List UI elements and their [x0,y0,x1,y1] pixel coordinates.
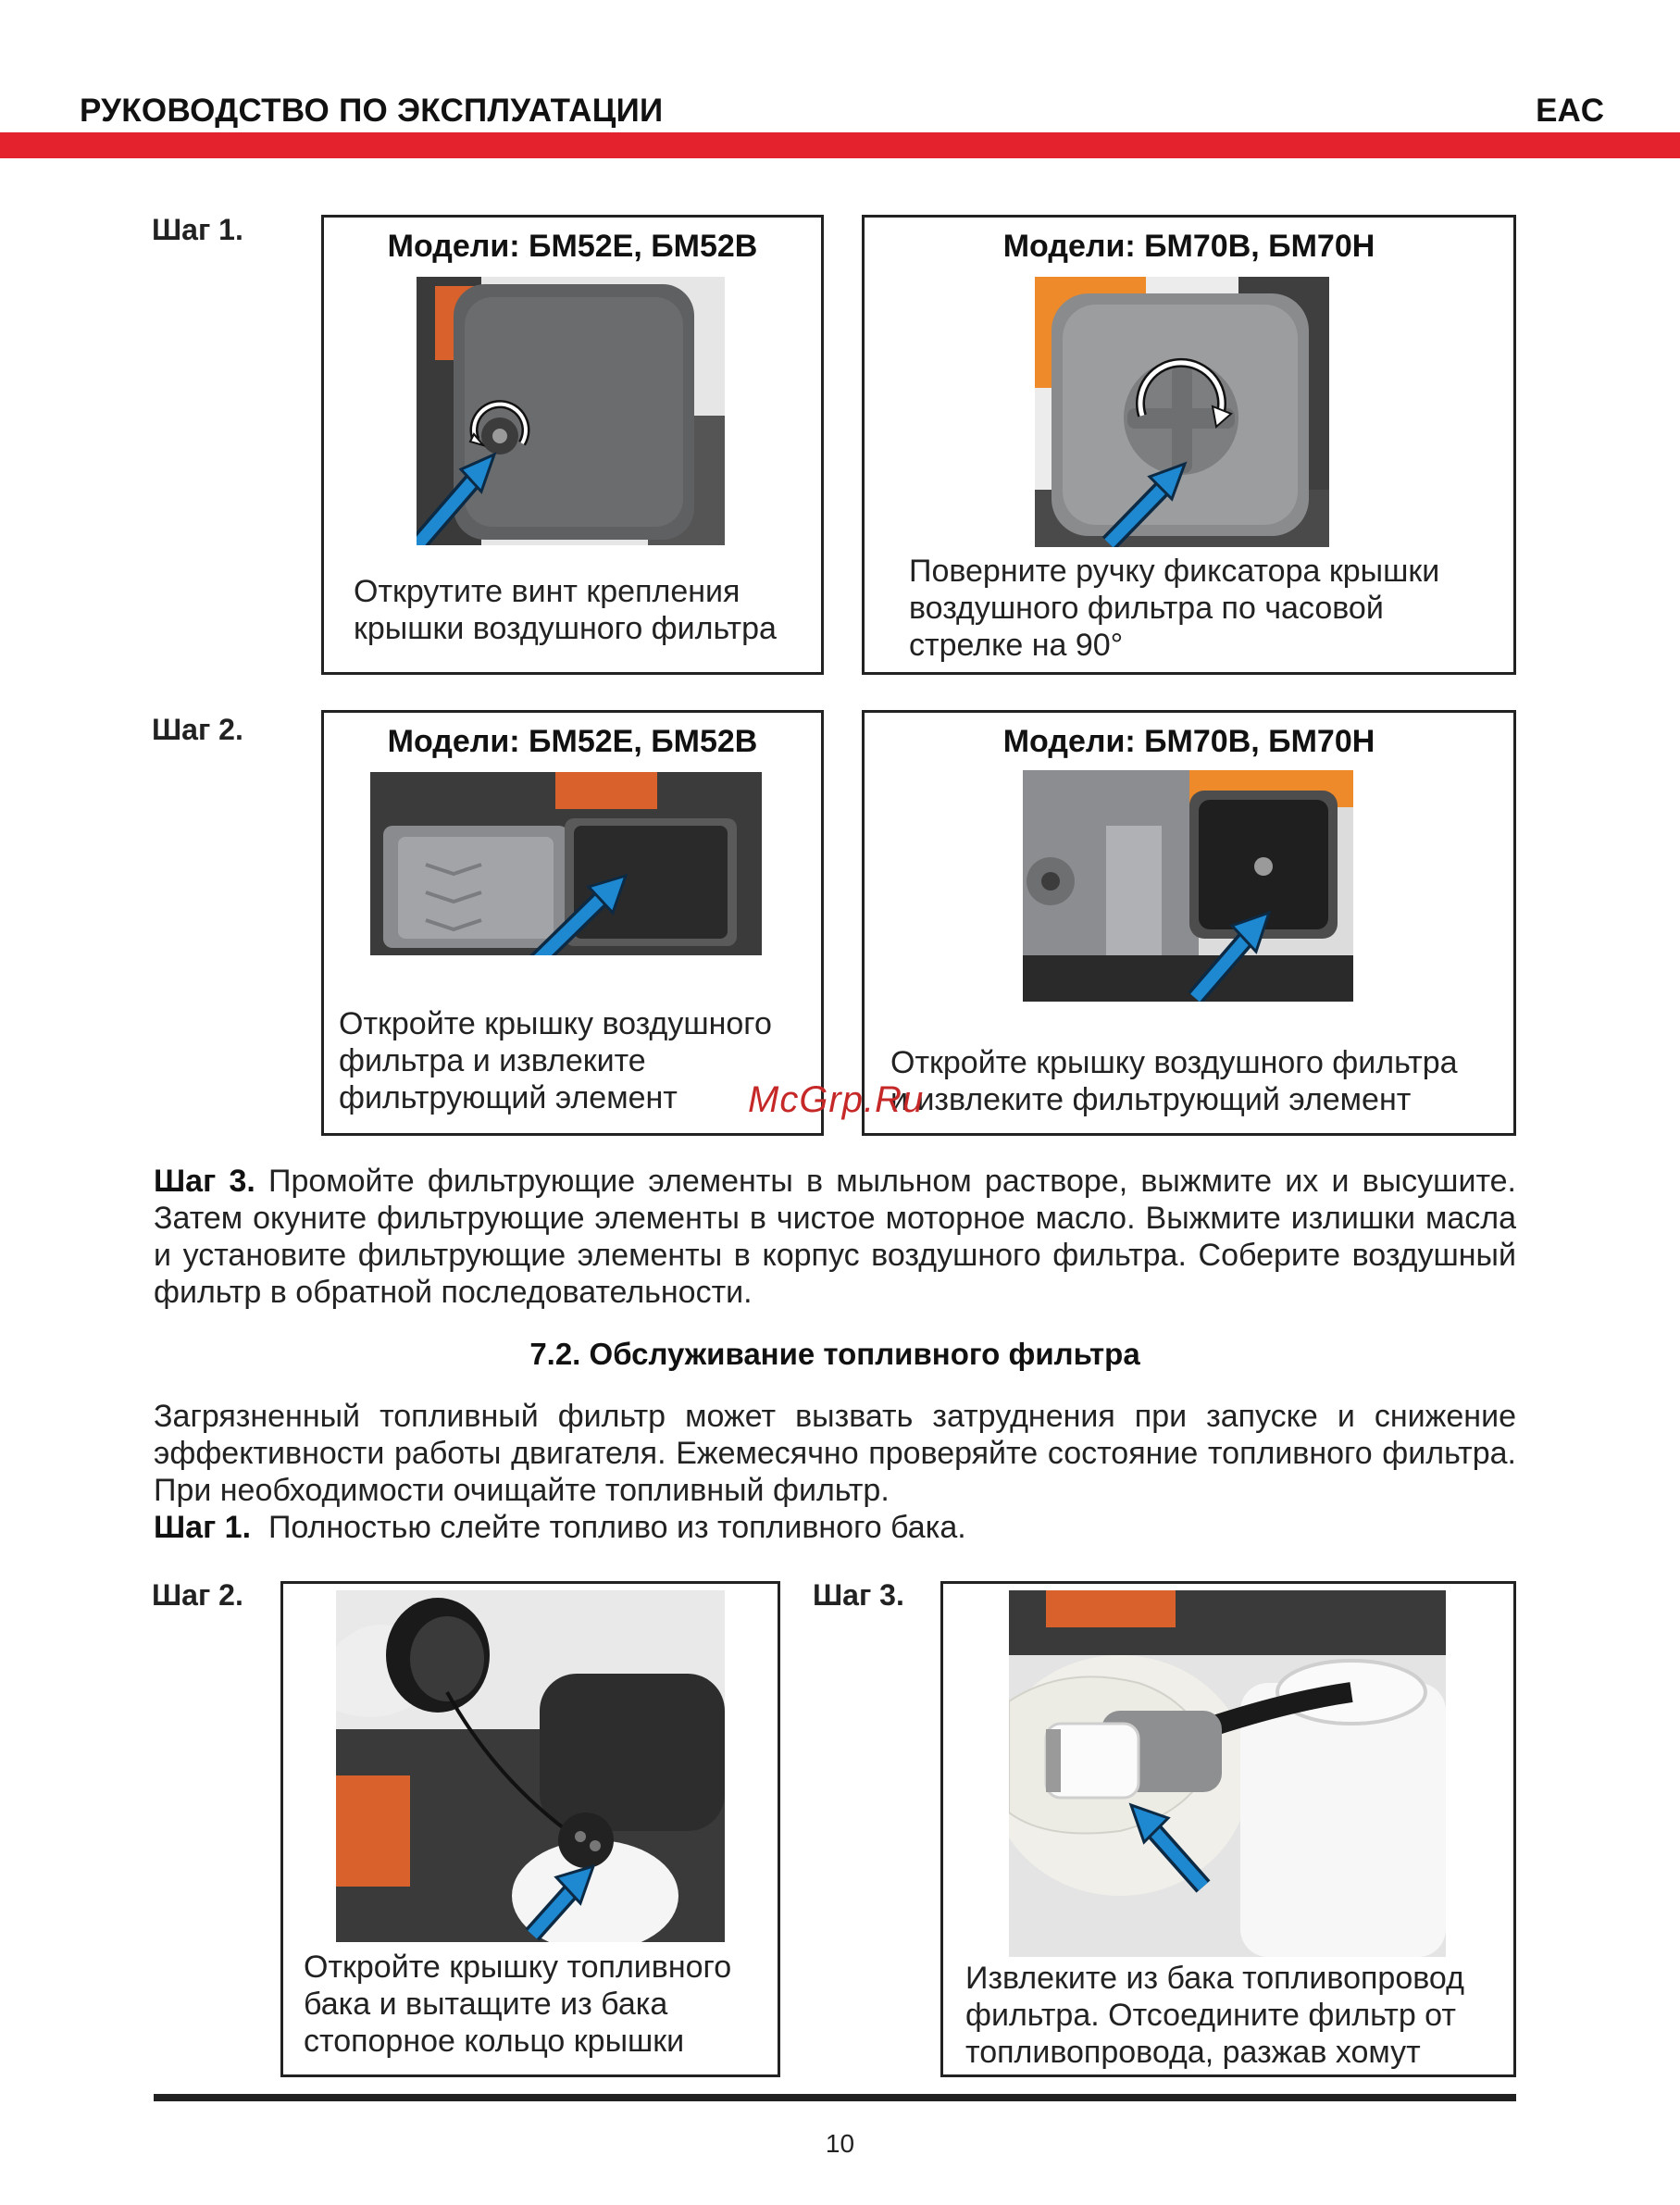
step1-left-title: Модели: БМ52Е, БМ52В [387,229,758,264]
page-number: 10 [825,2129,855,2158]
air-step3-paragraph [154,1163,1516,1311]
air-step3-label: Шаг 3. [154,1164,255,1199]
section-title-fuel-filter: 7.2. Обслуживание топливного фильтра [529,1337,1140,1371]
step2-left-title: Модели: БМ52Е, БМ52В [387,724,758,759]
air-step3-text: Промойте фильтрующие элементы в мыльном растворе, выжмите их и высушите. Затем окуните фильтрующие элементы в чистое моторное масло. Выжмите излишки масла и установите фильтрующие элементы в корпус воздушного фильтра. Соберите воздушный фильтр в обратной последовательности. [154,1164,1516,1310]
fuel-step2-label: Шаг 2. [152,1578,243,1612]
watermark: McGrp.Ru [748,1079,925,1120]
photo-fuel-cap-removed [336,1590,725,1942]
fuel-step3-label: Шаг 3. [813,1578,904,1612]
step1-right-title: Модели: БМ70В, БМ70Н [1002,229,1375,264]
fuel-step1-label: Шаг 1. [154,1510,252,1545]
eac-mark: EAC [1536,93,1604,129]
step2-right-title: Модели: БМ70В, БМ70Н [1002,724,1375,759]
air-step1-label: Шаг 1. [152,213,243,246]
photo-fuel-filter-hose [1009,1590,1446,1957]
step2-left-box [321,710,824,1136]
air-step2-label: Шаг 2. [152,713,243,746]
photo-bm70-filter-open [1023,770,1353,1002]
fuel-intro-paragraph: Загрязненный топливный фильтр может вызвать затруднения при запуске и снижение эффективности работы двигателя. Ежемесячно проверяйте состояние топливного фильтра. При необходимости очищайте топливный фильтр. [154,1399,1516,1508]
step1-right-box [862,215,1516,675]
photo-bm70-cover-knob [1035,277,1329,547]
header-red-bar [0,132,1680,158]
step2-right-box [862,710,1516,1136]
fuel-step3-caption: Извлеките из бака топливопровод фильтра. Отсоедините фильтр от топливопровода, разжав хомут [965,1961,1464,2070]
fuel-step3-box [940,1581,1516,2077]
fuel-step2-box [280,1581,780,2077]
document-title: РУКОВОДСТВО ПО ЭКСПЛУАТАЦИИ [80,93,664,129]
fuel-step1-text: Полностью слейте топливо из топливного бака. [268,1510,966,1545]
footer-divider [154,2094,1516,2101]
step1-left-box [321,215,824,675]
step1-right-caption: Поверните ручку фиксатора крышки воздушного фильтра по часовой стрелке на 90° [909,554,1440,663]
fuel-step1-paragraph [154,1509,1516,1546]
photo-bm52-filter-open [370,772,762,955]
fuel-step2-caption: Откройте крышку топливного бака и вытащите из бака стопорное кольцо крышки [304,1950,732,2059]
step2-right-caption: Откройте крышку воздушного фильтра и извлеките фильтрующий элемент [890,1045,1458,1117]
photo-bm52-cover-screw [417,277,725,545]
step1-left-caption: Открутите винт крепления крышки воздушного фильтра [354,574,777,646]
step2-left-caption: Откройте крышку воздушного фильтра и извлеките фильтрующий элемент [339,1006,772,1115]
